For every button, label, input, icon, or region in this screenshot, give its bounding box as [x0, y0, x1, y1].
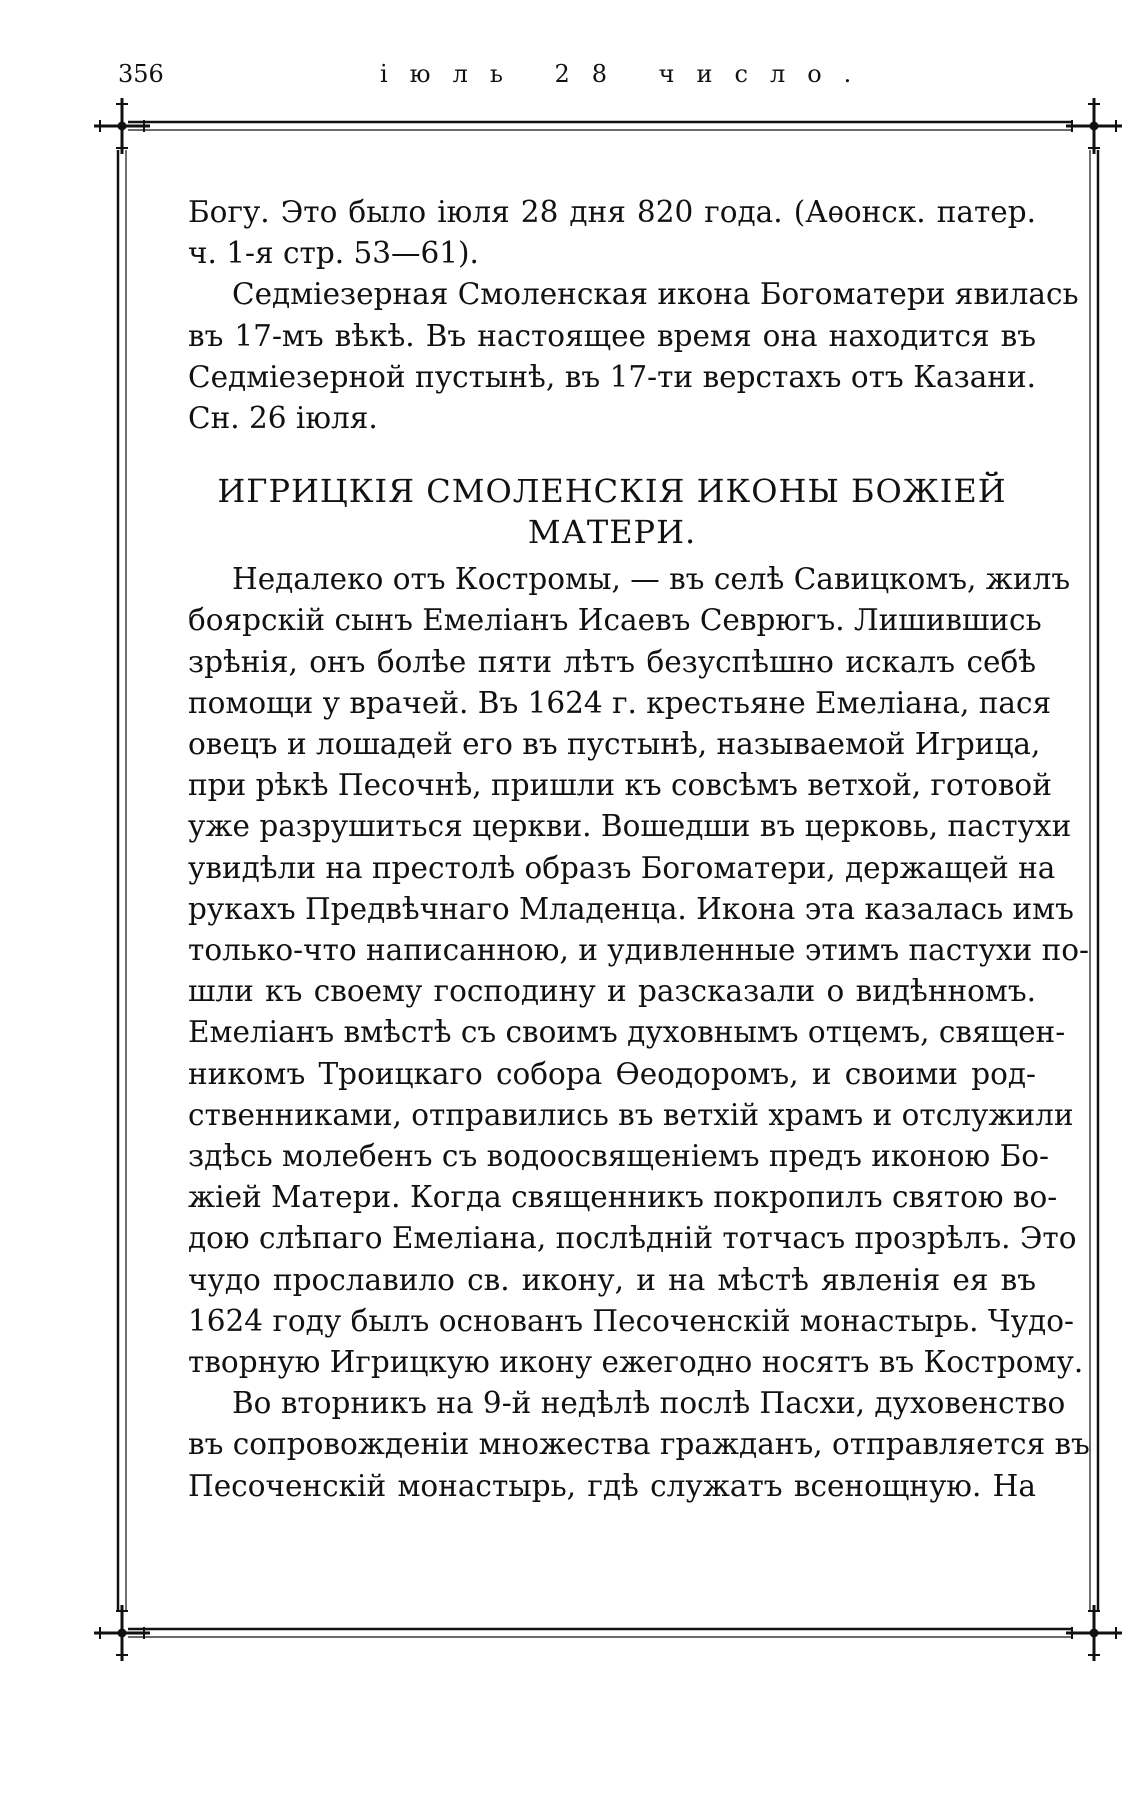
text-line: при рѣкѣ Песочнѣ, пришли къ совсѣмъ ветхой, готовой: [188, 768, 1052, 803]
text-line: Богу. Это было іюля 28 дня 820 года. (Аѳонск. патер.: [188, 195, 1036, 229]
text-line: шли къ своему господину и разсказали о видѣнномъ.: [188, 974, 1036, 1009]
corner-cross-top-right-icon: [1066, 98, 1122, 154]
text-line: Сн. 26 іюля.: [188, 401, 378, 436]
text-line: овецъ и лошадей его въ пустынѣ, называемой Игрица,: [188, 727, 1041, 762]
paragraph-main: [188, 559, 1090, 1507]
text-line: рукахъ Предвѣчнаго Младенца. Икона эта казалась имъ: [188, 891, 1074, 926]
text-line: въ сопровожденіи множества гражданъ, отправляется въ: [188, 1427, 1090, 1462]
text-line: Седміезерной пустынѣ, въ 17-ти верстахъ отъ Казани.: [188, 359, 1036, 394]
text-line: чудо прославило св. икону, и на мѣстѣ явленія ея въ: [188, 1262, 1036, 1297]
corner-cross-bottom-left-icon: [94, 1605, 150, 1661]
text-line: никомъ Троицкаго собора Ѳеодоромъ, и своими род-: [188, 1056, 1036, 1091]
paragraph-intro-1: [188, 192, 1036, 274]
text-line: Во вторникъ на 9-й недѣлѣ послѣ Пасхи, духовенство: [232, 1386, 1066, 1421]
text-line: увидѣли на престолѣ образъ Богоматери, держащей на: [188, 850, 1056, 885]
text-line: уже разрушиться церкви. Вошедши въ церковь, пастухи: [188, 809, 1072, 844]
text-line: Песоченскій монастырь, гдѣ служатъ всенощную. На: [188, 1468, 1036, 1503]
corner-cross-bottom-right-icon: [1066, 1605, 1122, 1661]
heading-line: МАТЕРИ.: [527, 513, 697, 552]
text-line: Недалеко отъ Костромы, — въ селѣ Савицкомъ, жилъ: [232, 562, 1071, 597]
section-heading: [188, 471, 1036, 553]
body-text: [188, 192, 1090, 1507]
text-line: Седміезерная Смоленская икона Богоматери явилась: [232, 277, 1079, 312]
text-line: зрѣнія, онъ болѣе пяти лѣтъ безуспѣшно искалъ себѣ: [188, 644, 1036, 679]
text-line: ч. 1-я стр. 53—61).: [188, 236, 479, 271]
text-line: въ 17-мъ вѣкѣ. Въ настоящее время она находится въ: [188, 318, 1036, 353]
text-line: здѣсь молебенъ съ водоосвященіемъ предъ иконою Бо-: [188, 1139, 1049, 1174]
text-line: творную Игрицкую икону ежегодно носятъ въ Кострому.: [188, 1345, 1084, 1380]
page-number: 356: [118, 60, 164, 88]
text-line: Емеліанъ вмѣстѣ съ своимъ духовнымъ отцемъ, священ-: [188, 1015, 1066, 1050]
text-line: 1624 году былъ основанъ Песоченскій монастырь. Чудо-: [188, 1303, 1074, 1338]
running-head: іюль 28 число.: [380, 60, 874, 88]
corner-cross-top-left-icon: [94, 98, 150, 154]
text-line: ственниками, отправились въ ветхій храмъ и отслужили: [188, 1097, 1074, 1132]
paragraph-intro-2: [188, 274, 1079, 439]
text-line: боярскій сынъ Емеліанъ Исаевъ Севрюгъ. Лишившись: [188, 603, 1042, 638]
text-line: жіей Матери. Когда священникъ покропилъ святою во-: [188, 1180, 1058, 1215]
text-line: только-что написанною, и удивленные этимъ пастухи по-: [188, 933, 1089, 968]
text-line: дою слѣпаго Емеліана, послѣдній тотчасъ прозрѣлъ. Это: [188, 1221, 1077, 1256]
heading-line: ИГРИЦКІЯ СМОЛЕНСКІЯ ИКОНЫ БОЖІЕЙ: [217, 472, 1007, 511]
text-line: помощи у врачей. Въ 1624 г. крестьяне Емеліана, пася: [188, 685, 1052, 720]
